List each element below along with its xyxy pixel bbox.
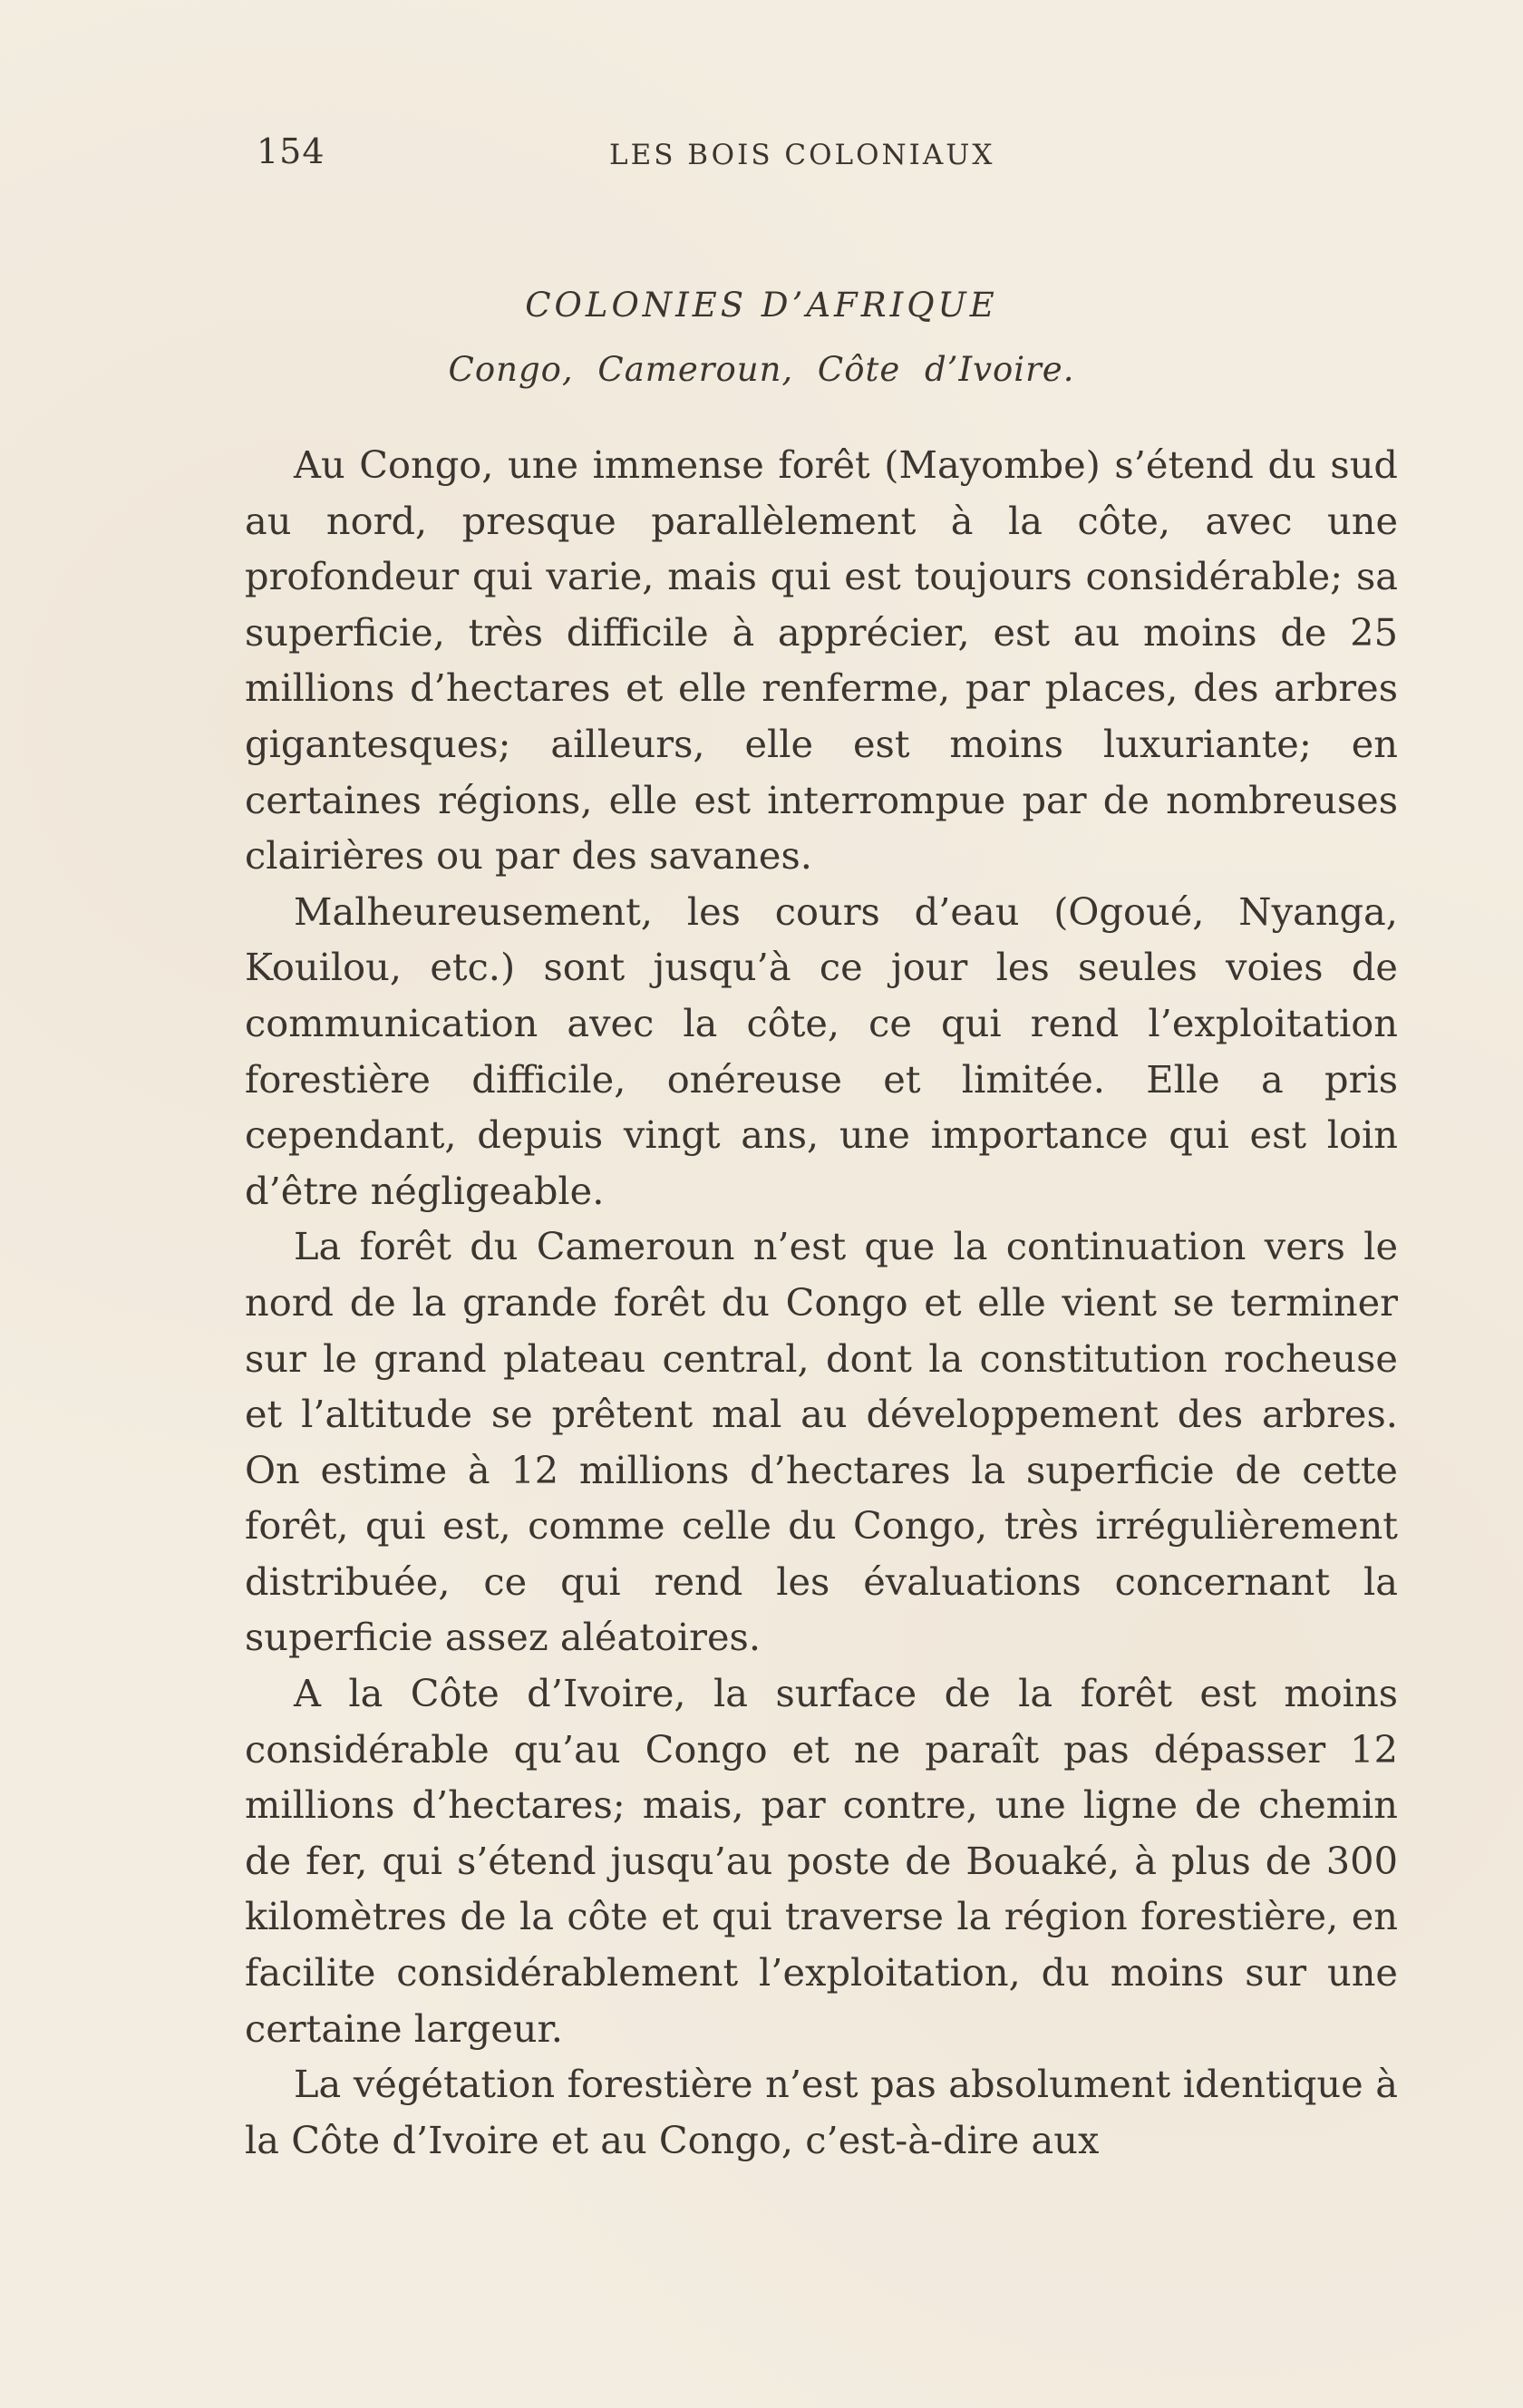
- paragraph-rivers: Malheureusement, les cours d’eau (Ogoué, Nyanga, Kouilou, etc.) sont jusqu’à ce jour les seules voies de communication avec la côte, ce qui rend l’exploitation forestière difficile, onéreuse et limitée. Elle a pris cependant, depuis vingt ans, une importance qui est loin d’être négligeable.: [245, 888, 1398, 1213]
- section-subtitle: Congo, Cameroun, Côte d’Ivoire.: [448, 350, 1075, 389]
- paragraph-congo: Au Congo, une immense forêt (Mayombe) s’étend du sud au nord, presque parallèlement à la côte, avec une profondeur qui varie, mais qui est toujours considérable; sa superficie, très difficile à apprécier, est au moins de 25 millions d’hectares et elle renferme, par places, des arbres gigantesques; ailleurs, elle est moins luxuriante; en certaines régions, elle est interrompue par de nombreuses clairières ou par des savanes.: [245, 442, 1398, 879]
- paragraph-vegetation: La végétation forestière n’est pas absolument identique à la Côte d’Ivoire et au Congo, c’est-à-dire aux: [245, 2062, 1398, 2162]
- page-number: 154: [257, 131, 325, 171]
- running-head: [0, 131, 1523, 186]
- body-text: [245, 437, 1398, 2168]
- running-title: LES BOIS COLONIAUX: [609, 139, 995, 171]
- paragraph-cameroun: La forêt du Cameroun n’est que la continuation vers le nord de la grande forêt du Congo et elle vient se terminer sur le grand plateau central, dont la constitution rocheuse et l’altitude se prêtent mal au développement des arbres. On estime à 12 millions d’hectares la superficie de cette forêt, qui est, comme celle du Congo, très irrégulièrement distribuée, ce qui rend les évaluations concernant la superficie assez aléatoires.: [245, 1224, 1398, 1660]
- section-title: COLONIES D’AFRIQUE: [525, 286, 998, 325]
- paragraph-cote-ivoire: A la Côte d’Ivoire, la surface de la forêt est moins considérable qu’au Congo et ne paraît pas dépasser 12 millions d’hectares; mais, par contre, une ligne de chemin de fer, qui s’étend jusqu’au poste de Bouaké, à plus de 300 kilomètres de la côte et qui traverse la région forestière, en facilite considérablement l’exploitation, du moins sur une certaine largeur.: [245, 1671, 1398, 2051]
